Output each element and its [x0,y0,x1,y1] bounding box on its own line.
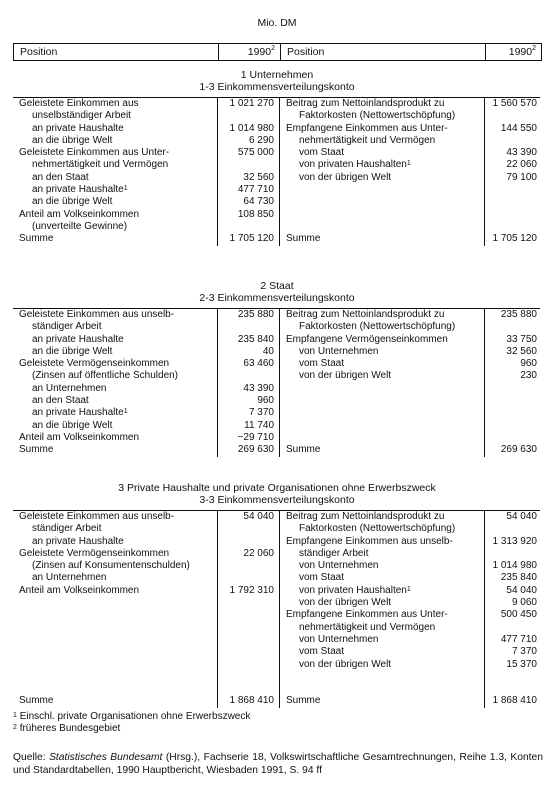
row-value [218,659,274,671]
row-label: Summe [19,233,54,245]
row-value [485,321,537,333]
row-value: 235 880 [500,309,537,320]
row-value [218,321,274,333]
row-value: −29 710 [237,431,274,443]
row-label: vom Staat [299,358,345,370]
row-label: Empfangene Vermögenseinkommen [286,333,448,345]
section-2-table [13,308,540,457]
row-label: von Unternehmen [299,560,379,572]
row-value: 15 370 [506,658,537,670]
row-label: von privaten Haushalten$^1$ [299,159,411,171]
row-label [19,683,217,695]
row-value [218,609,274,621]
row-label: Summe [19,695,54,707]
row-label [286,209,484,221]
row-value: 108 850 [237,208,274,220]
row-label [286,184,484,196]
row-value: 1 560 570 [492,98,537,109]
row-label: unselbständiger Arbeit [32,110,131,122]
table-header [13,43,542,61]
section-1-right-labels [280,98,485,246]
row-value: 33 750 [506,333,537,345]
row-label: Geleistete Einkommen aus unselb- [19,511,175,522]
row-value [485,135,537,147]
footnote-1: $^1$ Einschl. private Organisationen ohne Erwerbszweck [13,711,251,722]
footnotes [13,711,250,735]
row-value [218,159,274,171]
row-label: vom Staat [299,572,345,584]
row-label: Faktorkosten (Nettowertschöpfung) [299,523,456,535]
row-label: Geleistete Vermögenseinkommen [19,358,170,370]
row-label: von der übrigen Welt [299,597,392,609]
row-value: 63 460 [243,358,274,370]
row-label: ständiger Arbeit [32,523,102,535]
row-value [218,523,274,535]
section-3-left-labels [13,511,218,708]
row-label: Summe [286,444,321,456]
section-2-left-labels [13,309,218,457]
row-label: von der übrigen Welt [299,370,392,382]
row-value [218,683,274,695]
row-label: an Unternehmen [32,572,107,584]
row-label: an private Haushalte$^1$ [32,184,128,196]
row-label [286,383,484,395]
row-value: 960 [520,358,537,370]
row-label: nehmertätigkeit und Vermögen [32,159,169,171]
row-value: 144 550 [500,122,537,134]
row-label: Geleistete Einkommen aus unselb- [19,309,175,320]
row-value [218,536,274,548]
row-value: 22 060 [243,547,274,559]
row-label: (Zinsen auf Konsumentenschulden) [32,560,190,572]
row-value: 32 560 [506,345,537,357]
row-label: vom Staat [299,147,345,159]
row-label [19,659,217,671]
row-value [218,597,274,609]
row-label: an den Staat [32,395,89,407]
row-value: 43 390 [243,382,274,394]
row-value: 1 705 120 [492,233,537,245]
row-value: 575 000 [237,147,274,159]
row-value [485,383,537,395]
row-value: 54 040 [506,584,537,596]
row-label: an private Haushalte [32,122,124,134]
row-value: 1 868 410 [229,695,274,707]
section-1-table [13,97,540,246]
row-value: 235 840 [237,333,274,345]
row-label: Anteil am Volkseinkommen [19,584,140,596]
row-value [485,420,537,432]
row-label: Geleistete Vermögenseinkommen [19,547,170,559]
row-label: von der übrigen Welt [299,171,392,183]
row-value [218,622,274,634]
row-value: 230 [520,370,537,382]
row-label: Summe [286,233,321,245]
section-1-right-values [485,98,540,246]
row-value: 32 560 [243,171,274,183]
row-value [485,671,537,683]
row-value: 1 868 410 [492,695,537,707]
row-value [218,634,274,646]
row-value: 1 021 270 [229,98,274,109]
row-value: 7 370 [511,646,537,658]
row-label: Beitrag zum Nettoinlandsprodukt zu [286,309,445,320]
row-label: Geleistete Einkommen aus [19,98,139,109]
row-label: Faktorkosten (Nettowertschöpfung) [299,110,456,122]
section-3-right-labels [280,511,485,708]
row-value: 1 792 310 [229,584,274,596]
row-value: 64 730 [243,196,274,208]
row-label: nehmertätigkeit und Vermögen [299,134,436,146]
row-value [485,221,537,233]
row-label [286,407,484,419]
row-label: an private Haushalte [32,535,124,547]
row-value [485,548,537,560]
row-label [286,683,484,695]
row-value [485,184,537,196]
section-2-title: 2 Staat 2-3 Einkommensverteilungskonto [199,280,355,304]
row-value: 1 014 980 [229,122,274,134]
section-3-right-values [485,511,540,708]
row-value [218,110,274,122]
row-label: Anteil am Volkseinkommen [19,208,140,220]
row-label: Empfangene Einkommen aus Unter- [286,609,448,621]
row-label: an die übrige Welt [32,419,113,431]
row-label: an Unternehmen [32,382,107,394]
header-position-right: Position [281,44,486,60]
row-value: 6 290 [248,134,274,146]
header-year-left: 1990$^2$ [219,44,281,60]
row-label [286,432,484,444]
row-label [19,634,217,646]
row-value [218,646,274,658]
section-3-table [13,510,540,708]
section-1-left-labels [13,98,218,246]
row-label: an den Staat [32,171,89,183]
row-label [19,646,217,658]
row-label: Anteil am Volkseinkommen [19,431,140,443]
row-label: an die übrige Welt [32,196,113,208]
row-value: 40 [262,345,274,357]
row-label: an private Haushalte$^1$ [32,407,128,419]
row-value: 960 [257,395,274,407]
row-label: an die übrige Welt [32,345,113,357]
unit-label: Mio. DM [257,17,297,29]
row-label [286,196,484,208]
row-value: 269 630 [500,444,537,456]
row-label: Summe [19,444,54,456]
row-label: vom Staat [299,646,345,658]
row-label [19,671,217,683]
row-label: ständiger Arbeit [299,547,369,559]
row-value [218,370,274,382]
row-value [485,523,537,535]
row-label [19,597,217,609]
row-value: 1 705 120 [229,233,274,245]
row-value: 1 313 920 [492,535,537,547]
row-label: Empfangene Einkommen aus unselb- [286,535,453,547]
row-label: Beitrag zum Nettoinlandsprodukt zu [286,98,445,109]
row-label: von Unternehmen [299,345,379,357]
row-label [286,420,484,432]
row-label [19,609,217,621]
row-value: 9 060 [511,597,537,609]
section-2-left-values [218,309,280,457]
row-label: nehmertätigkeit und Vermögen [299,621,436,633]
row-label: Empfangene Einkommen aus Unter- [286,122,448,134]
row-value [485,196,537,208]
section-3-left-values [218,511,280,708]
row-value: 235 840 [500,572,537,584]
row-value: 235 880 [237,309,274,320]
row-value: 477 710 [237,184,274,196]
row-label: (Zinsen auf öffentliche Schulden) [32,370,179,382]
row-value: 11 740 [244,419,274,431]
row-value: 1 014 980 [492,560,537,572]
row-value: 22 060 [506,159,537,171]
row-value [485,683,537,695]
row-label [286,395,484,407]
header-year-right: 1990$^2$ [508,45,536,58]
row-label: Summe [286,695,321,707]
row-value [485,432,537,444]
row-label: Beitrag zum Nettoinlandsprodukt zu [286,511,445,522]
row-value: 43 390 [506,147,537,159]
row-value: 477 710 [500,633,537,645]
row-label [286,671,484,683]
row-label: an die übrige Welt [32,134,113,146]
source-citation: Quelle: Statistisches Bundesamt (Hrsg.), Fachserie 18, Volkswirtschaftliche Gesamtrechnungen, Reihe 1.3, Konten und Standardtabellen, 1990 Hauptbericht, Wiesbaden 1991, S. 94 ff [13,752,543,776]
footnote-2: $^2$ früheres Bundesgebiet [13,723,121,734]
row-label: Geleistete Einkommen aus Unter- [19,147,170,159]
row-value [485,395,537,407]
row-label: von privaten Haushalten$^1$ [299,584,411,596]
section-2-right-values [485,309,540,457]
row-label: von der übrigen Welt [299,658,392,670]
row-value: 500 450 [500,609,537,621]
row-value: 54 040 [506,511,537,522]
row-label: (unverteilte Gewinne) [32,220,128,232]
row-value [218,572,274,584]
row-value: 7 370 [248,407,274,419]
row-value: 54 040 [243,511,274,522]
row-label: an private Haushalte [32,333,124,345]
section-1-left-values [218,98,280,246]
section-2-right-labels [280,309,485,457]
row-label: ständiger Arbeit [32,321,102,333]
row-value [485,209,537,221]
header-position-left: Position [14,44,219,60]
section-3-title: 3 Private Haushalte und private Organisationen ohne Erwerbszweck 3-3 Einkommensverteilungskonto [118,482,436,506]
row-value [218,671,274,683]
section-1-title: 1 Unternehmen 1-3 Einkommensverteilungskonto [199,69,355,93]
row-value [485,622,537,634]
row-value [218,560,274,572]
row-label [286,221,484,233]
row-value [218,221,274,233]
row-value: 269 630 [237,444,274,456]
row-value: 79 100 [506,171,537,183]
row-label [19,622,217,634]
row-value [485,110,537,122]
row-label: Faktorkosten (Nettowertschöpfung) [299,321,456,333]
row-label: von Unternehmen [299,633,379,645]
row-value [485,407,537,419]
